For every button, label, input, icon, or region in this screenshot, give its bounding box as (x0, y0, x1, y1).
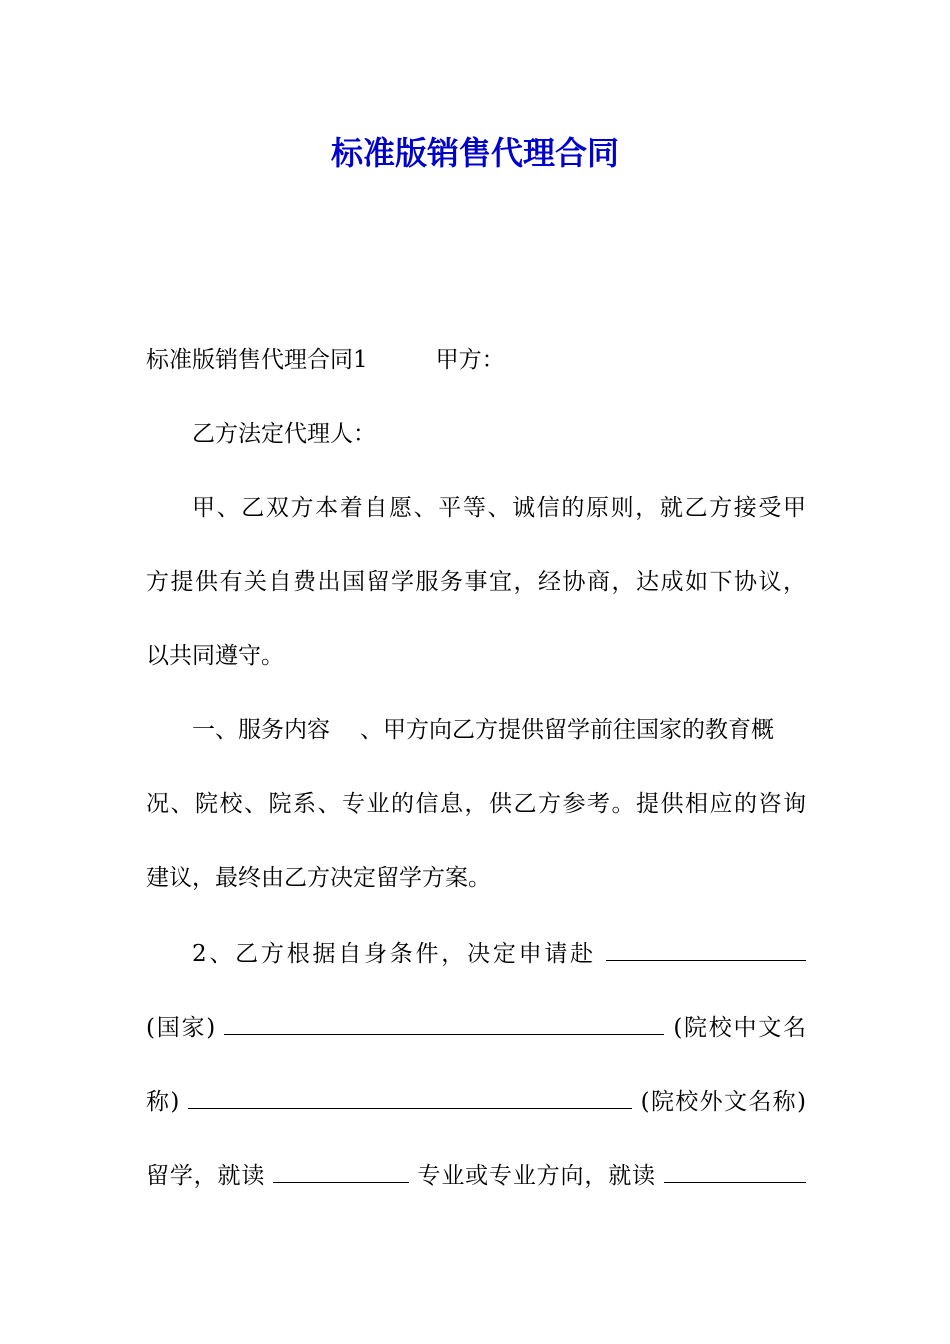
paragraph-line (146, 1078, 806, 1122)
school-foreign-name-label: (院校外文名称) (640, 1089, 806, 1115)
section-heading: 一、服务内容 (192, 717, 330, 743)
paragraph-line (146, 486, 806, 530)
contract-heading: 标准版销售代理合同1 (146, 347, 368, 373)
document-title: 标准版销售代理合同 (330, 134, 619, 172)
paragraph-line (146, 856, 806, 900)
paragraph-line (146, 560, 806, 604)
paragraph-text: 专业或专业方向，就读 (417, 1163, 656, 1189)
paragraph-line (146, 634, 806, 678)
paragraph-line (146, 1152, 806, 1196)
paragraph-line (146, 1004, 806, 1048)
country-label: (国家) (146, 1015, 216, 1041)
party-a-label: 甲方： (435, 347, 505, 373)
major-blank-field[interactable] (273, 1152, 409, 1183)
paragraph-text: 2、乙方根据自身条件，决定申请赴 (192, 941, 596, 967)
paragraph-line (146, 338, 806, 382)
school-chinese-name-blank-field[interactable] (224, 1004, 664, 1035)
school-chinese-name-label: (院校中文名 (673, 1015, 806, 1041)
paragraph-line (146, 412, 806, 456)
paragraph-text: 留学，就读 (146, 1163, 266, 1189)
paragraph-line (146, 782, 806, 826)
school-foreign-name-blank-field[interactable] (188, 1078, 632, 1109)
country-blank-field[interactable] (606, 930, 806, 961)
paragraph-text: 建议，最终由乙方决定留学方案。 (146, 865, 491, 891)
paragraph-text: 称) (146, 1089, 180, 1115)
paragraph-line (146, 930, 806, 974)
document-body (146, 338, 806, 1226)
paragraph-text: 以共同遵守。 (146, 643, 284, 669)
paragraph-line (146, 708, 806, 752)
paragraph-text: 甲、乙双方本着自愿、平等、诚信的原则，就乙方接受甲 (192, 495, 806, 521)
paragraph-text: 方提供有关自费出国留学服务事宜，经协商，达成如下协议， (146, 569, 806, 595)
party-b-agent-label: 乙方法定代理人： (192, 421, 376, 447)
paragraph-text: 况、院校、院系、专业的信息，供乙方参考。提供相应的咨询 (146, 791, 806, 817)
study-level-blank-field[interactable] (664, 1152, 806, 1183)
paragraph-text: 、甲方向乙方提供留学前往国家的教育概 (360, 717, 774, 743)
